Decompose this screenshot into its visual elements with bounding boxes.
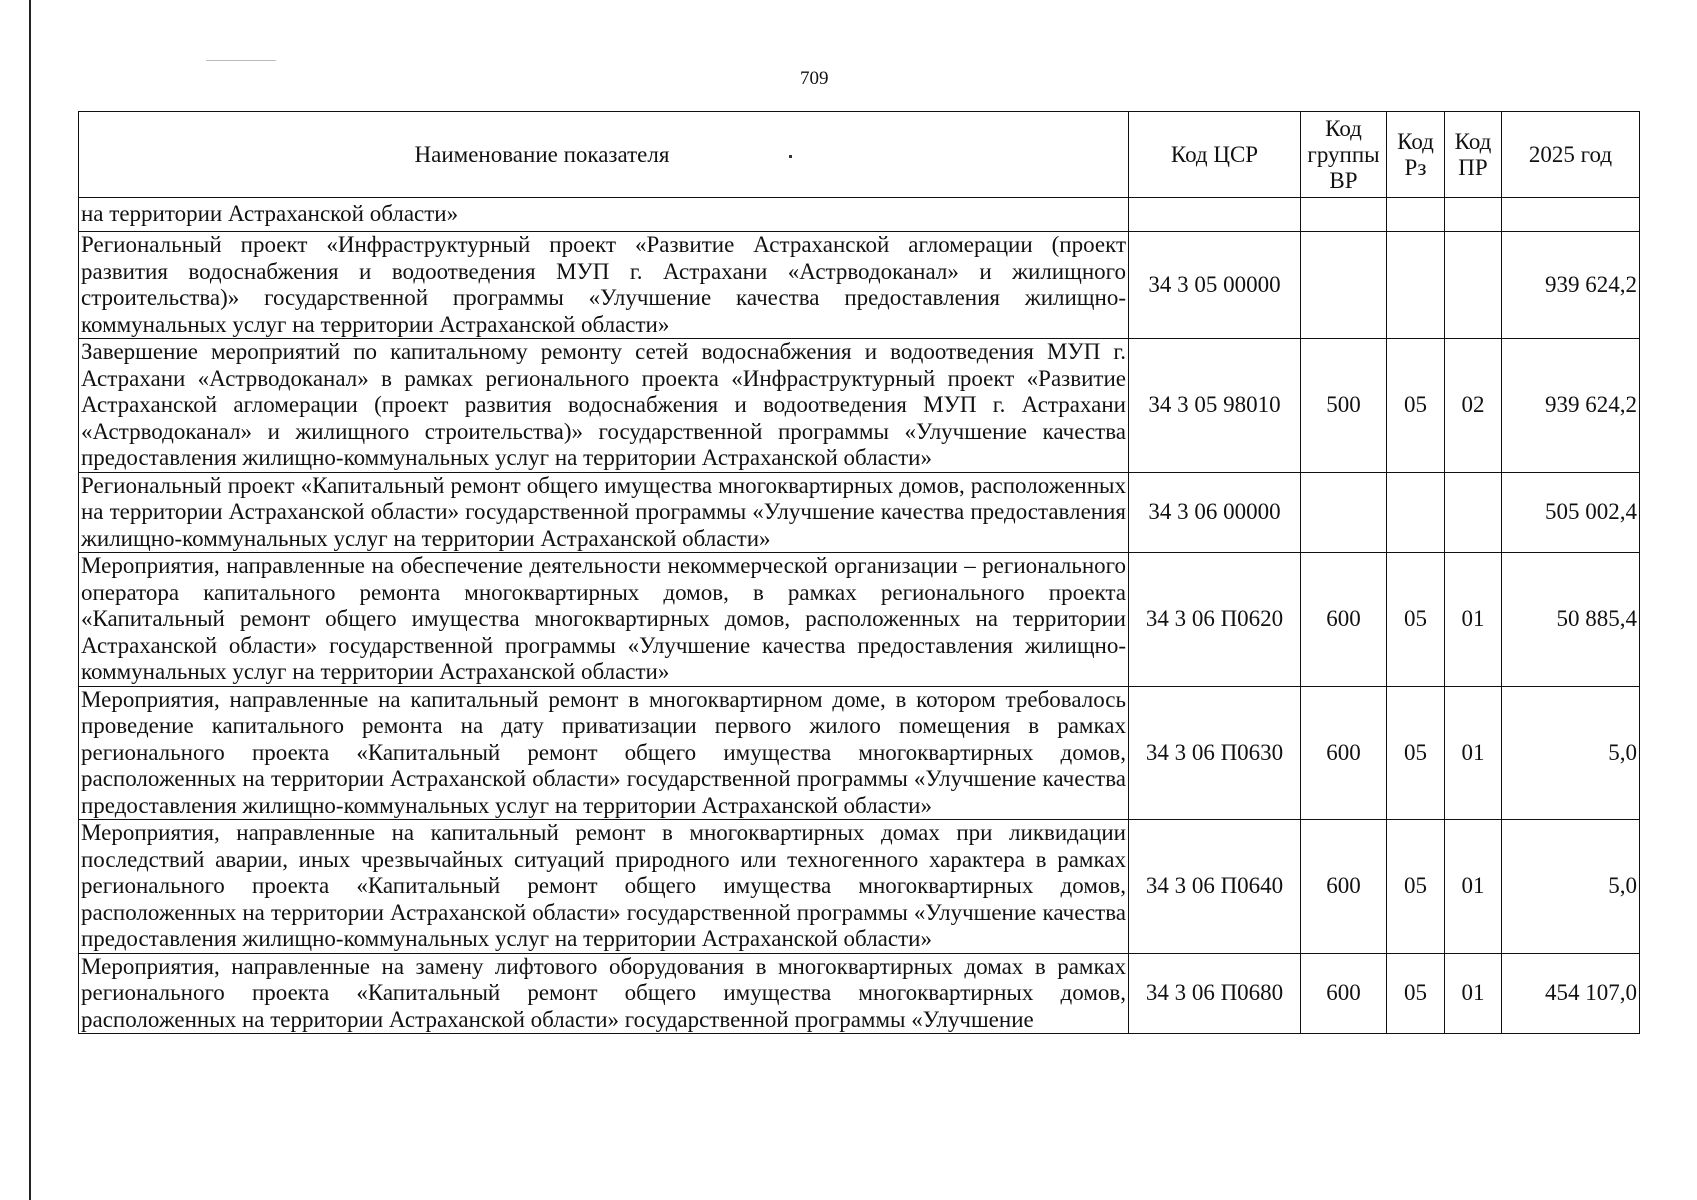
row-rz bbox=[1387, 472, 1445, 553]
row-rz: 05 bbox=[1387, 553, 1445, 687]
table-row bbox=[79, 472, 1640, 553]
row-rz: 05 bbox=[1387, 953, 1445, 1034]
row-amount: 5,0 bbox=[1502, 820, 1640, 954]
row-rz bbox=[1387, 232, 1445, 339]
row-pr bbox=[1445, 472, 1502, 553]
table-row bbox=[79, 232, 1640, 339]
binding-line bbox=[29, 0, 31, 1200]
table-row bbox=[79, 339, 1640, 473]
scan-mark bbox=[206, 60, 276, 61]
row-name: Мероприятия, направленные на замену лифтового оборудования в многоквартирных домах в рамках регионального проекта «Капитальный ремонт общего имущества многоквартирных домов, расположенных на территории Астраханской области» государственной программы «Улучшение bbox=[79, 953, 1129, 1034]
row-name: Региональный проект «Инфраструктурный проект «Развитие Астраханской агломерации (проект развития водоснабжения и водоотведения МУП г. Астрахани «Астрводоканал» и жилищного строительства)» государственной программы «Улучшение качества предоставления жилищно-коммунальных услуг на территории Астраханской области» bbox=[79, 232, 1129, 339]
row-csr: 34 3 06 П0620 bbox=[1129, 553, 1301, 687]
row-csr: 34 3 06 П0640 bbox=[1129, 820, 1301, 954]
row-amount: 50 885,4 bbox=[1502, 553, 1640, 687]
table-row bbox=[79, 686, 1640, 820]
row-name: на территории Астраханской области» bbox=[79, 198, 1129, 232]
header-pr: Код ПР bbox=[1445, 112, 1502, 198]
header-name: Наименование показателя bbox=[79, 112, 1129, 198]
row-vr bbox=[1301, 198, 1387, 232]
row-csr: 34 3 06 П0680 bbox=[1129, 953, 1301, 1034]
row-name: Мероприятия, направленные на капитальный ремонт в многоквартирных домах при ликвидации последствий аварии, иных чрезвычайных ситуаций природного или техногенного характера в рамках регионального проекта «Капитальный ремонт общего имущества многоквартирных домов, расположенных на территории Астраханской области» государственной программы «Улучшение качества предоставления жилищно-коммунальных услуг на территории Астраханской области» bbox=[79, 820, 1129, 954]
row-vr bbox=[1301, 472, 1387, 553]
row-amount bbox=[1502, 198, 1640, 232]
table-header-row bbox=[79, 112, 1640, 198]
row-pr bbox=[1445, 198, 1502, 232]
row-vr: 600 bbox=[1301, 553, 1387, 687]
row-rz: 05 bbox=[1387, 339, 1445, 473]
row-rz bbox=[1387, 198, 1445, 232]
scan-dot bbox=[789, 155, 792, 158]
row-vr: 500 bbox=[1301, 339, 1387, 473]
row-pr: 01 bbox=[1445, 953, 1502, 1034]
row-csr bbox=[1129, 198, 1301, 232]
table-row bbox=[79, 820, 1640, 954]
row-csr: 34 3 06 П0630 bbox=[1129, 686, 1301, 820]
header-vr: Код группы ВР bbox=[1301, 112, 1387, 198]
row-pr: 02 bbox=[1445, 339, 1502, 473]
row-name: Мероприятия, направленные на капитальный ремонт в многоквартирном доме, в котором требовалось проведение капитального ремонта на дату приватизации первого жилого помещения в рамках регионального проекта «Капитальный ремонт общего имущества многоквартирных домов, расположенных на территории Астраханской области» государственной программы «Улучшение качества предоставления жилищно-коммунальных услуг на территории Астраханской области» bbox=[79, 686, 1129, 820]
row-amount: 505 002,4 bbox=[1502, 472, 1640, 553]
row-pr: 01 bbox=[1445, 820, 1502, 954]
row-name: Региональный проект «Капитальный ремонт общего имущества многоквартирных домов, расположенных на территории Астраханской области» государственной программы «Улучшение качества предоставления жилищно-коммунальных услуг на территории Астраханской области» bbox=[79, 472, 1129, 553]
row-name: Завершение мероприятий по капитальному ремонту сетей водоснабжения и водоотведения МУП г. Астрахани «Астрводоканал» в рамках регионального проекта «Инфраструктурный проект «Развитие Астраханской агломерации (проект развития водоснабжения и водоотведения МУП г. Астрахани «Астрводоканал» и жилищного строительства)» государственной программы «Улучшение качества предоставления жилищно-коммунальных услуг на территории Астраханской области» bbox=[79, 339, 1129, 473]
row-rz: 05 bbox=[1387, 686, 1445, 820]
header-csr: Код ЦСР bbox=[1129, 112, 1301, 198]
row-vr: 600 bbox=[1301, 953, 1387, 1034]
header-year: 2025 год bbox=[1502, 112, 1640, 198]
row-amount: 939 624,2 bbox=[1502, 339, 1640, 473]
row-amount: 5,0 bbox=[1502, 686, 1640, 820]
table-row bbox=[79, 953, 1640, 1034]
row-pr bbox=[1445, 232, 1502, 339]
row-vr: 600 bbox=[1301, 820, 1387, 954]
row-pr: 01 bbox=[1445, 553, 1502, 687]
table-row bbox=[79, 198, 1640, 232]
row-amount: 454 107,0 bbox=[1502, 953, 1640, 1034]
row-pr: 01 bbox=[1445, 686, 1502, 820]
row-csr: 34 3 05 98010 bbox=[1129, 339, 1301, 473]
header-rz: Код Рз bbox=[1387, 112, 1445, 198]
row-csr: 34 3 05 00000 bbox=[1129, 232, 1301, 339]
row-rz: 05 bbox=[1387, 820, 1445, 954]
row-vr bbox=[1301, 232, 1387, 339]
table-row bbox=[79, 553, 1640, 687]
row-name: Мероприятия, направленные на обеспечение деятельности некоммерческой организации – регионального оператора капитального ремонта многоквартирных домов, в рамках регионального проекта «Капитальный ремонт общего имущества многоквартирных домов, расположенных на территории Астраханской области» государственной программы «Улучшение качества предоставления жилищно-коммунальных услуг на территории Астраханской области» bbox=[79, 553, 1129, 687]
row-vr: 600 bbox=[1301, 686, 1387, 820]
row-amount: 939 624,2 bbox=[1502, 232, 1640, 339]
page-number: 709 bbox=[800, 68, 829, 89]
row-csr: 34 3 06 00000 bbox=[1129, 472, 1301, 553]
budget-table bbox=[78, 111, 1640, 1034]
